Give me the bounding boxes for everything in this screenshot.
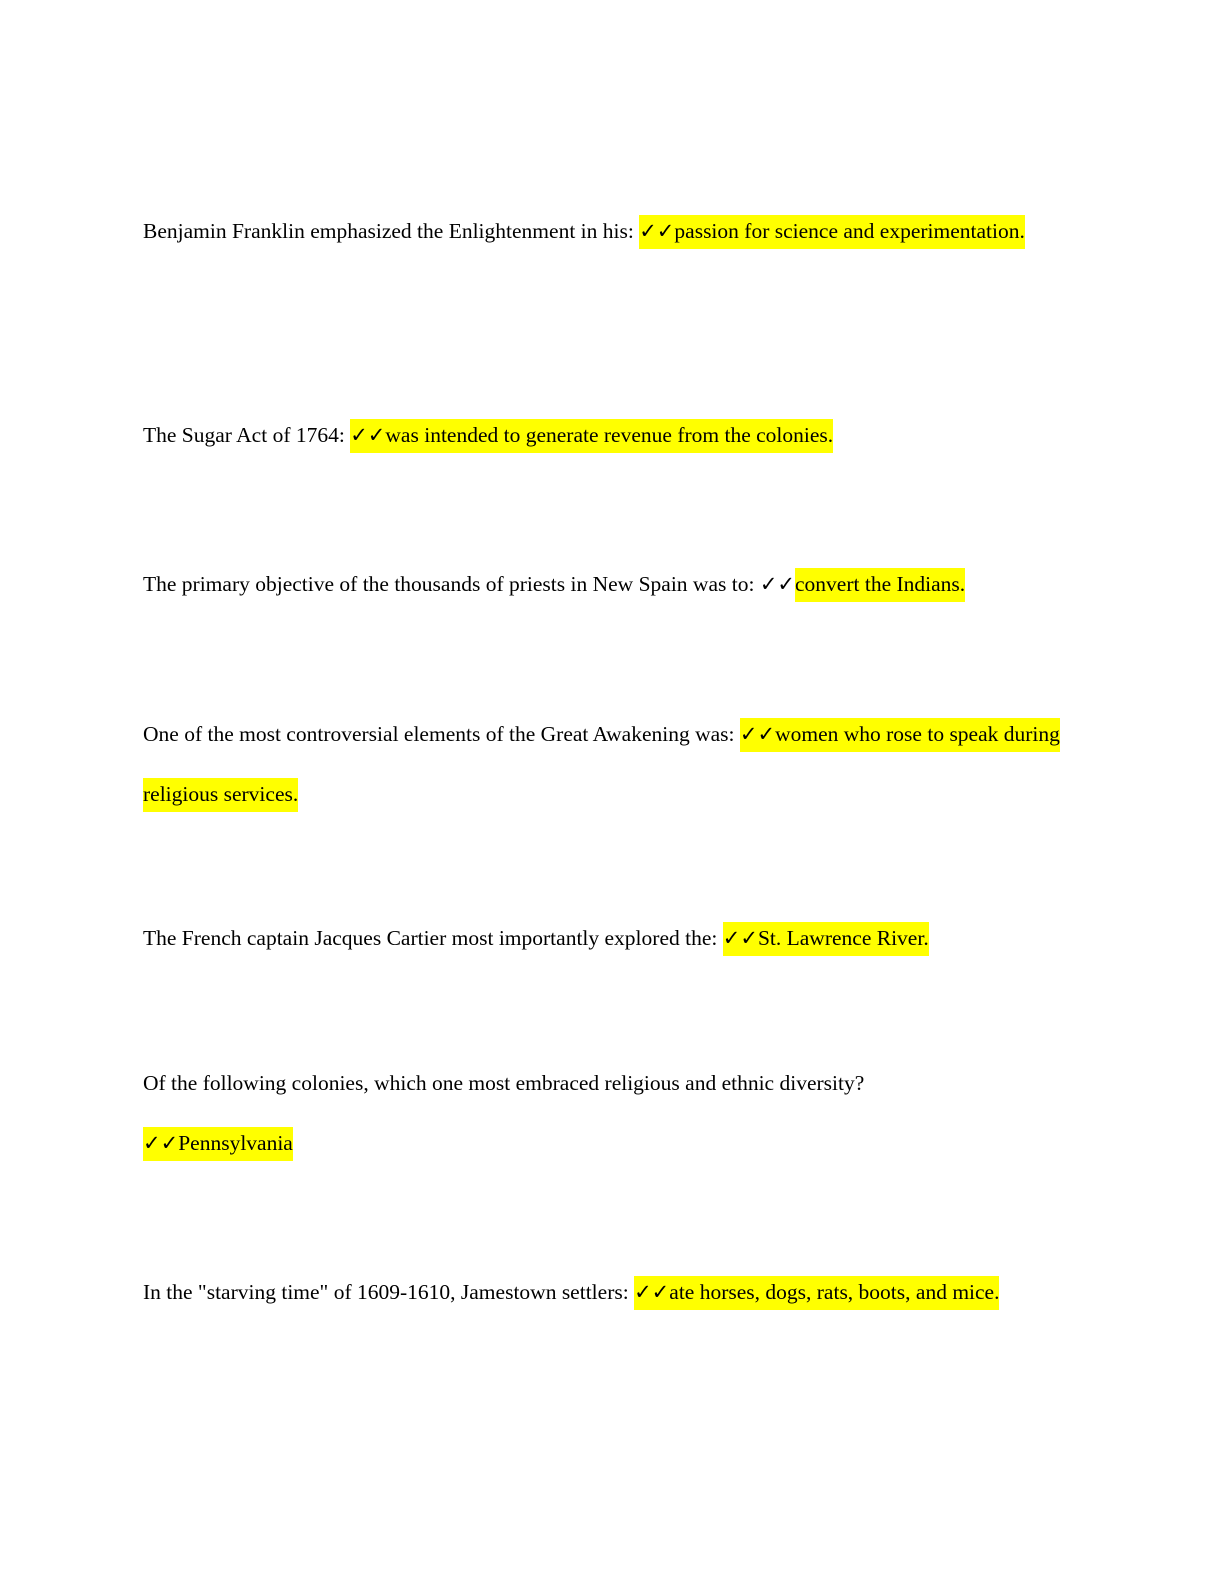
qa-item-7 [143,1262,1083,1322]
answer-highlight [723,922,929,956]
qa-item-3 [143,554,1083,614]
double-check-icon: ✓✓ [350,423,386,447]
answer-highlight [634,1276,999,1310]
double-check-icon: ✓✓ [739,722,776,746]
answer-highlight [350,419,833,453]
answer-highlight [143,1127,293,1161]
answer-text: St. Lawrence River. [757,926,929,950]
qa-item-2 [143,405,1083,465]
double-check-icon: ✓✓ [634,1280,670,1304]
double-check-icon: ✓✓ [722,926,758,950]
question-text: Benjamin Franklin emphasized the Enlightenment in his: [143,219,634,243]
answer-text: convert the Indians. [795,572,966,596]
qa-item-5 [143,908,1083,968]
qa-item-1 [143,201,1083,261]
answer-text: was intended to generate revenue from the colonies. [385,423,834,447]
answer-text: Pennsylvania [178,1131,293,1155]
question-text: One of the most controversial elements of the Great Awakening was: [143,722,735,746]
question-text: In the "starving time" of 1609-1610, Jamestown settlers: [143,1280,629,1304]
question-text: The primary objective of the thousands of priests in New Spain was to: [143,572,755,596]
answer-text: passion for science and experimentation. [674,219,1025,243]
double-check-icon: ✓✓ [639,219,675,243]
answer-highlight [639,215,1025,249]
question-text: Of the following colonies, which one most embraced religious and ethnic diversity? [143,1071,865,1095]
double-check-icon: ✓✓ [143,1131,179,1155]
answer-text: ate horses, dogs, rats, boots, and mice. [669,1280,1000,1304]
question-text: The Sugar Act of 1764: [143,423,345,447]
question-text: The French captain Jacques Cartier most importantly explored the: [143,926,718,950]
double-check-icon: ✓✓ [759,572,796,596]
qa-item-4 [143,704,1083,824]
answer-text: women who rose to speak during religious services. [143,722,1060,806]
answer-highlight [795,568,965,602]
qa-item-6 [143,1053,1083,1173]
